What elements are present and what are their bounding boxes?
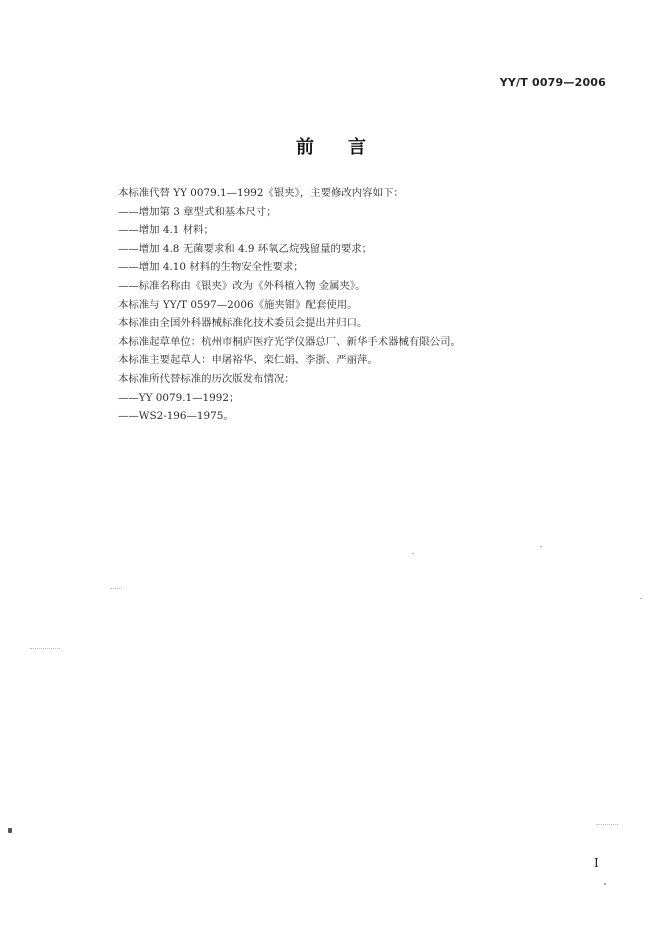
body-line: ——WS2-196—1975。: [118, 410, 234, 423]
body-line: 本标准主要起草人：申屠裕华、栾仁娟、李浙、严丽萍。: [118, 354, 378, 367]
page-title: 前言: [296, 137, 400, 158]
body-line: 本标准与 YY/T 0597—2006《施夹钳》配套使用。: [118, 298, 358, 311]
body-line: ——增加 4.8 无菌要求和 4.9 环氧乙烷残留量的要求；: [118, 242, 373, 255]
scan-speck: [412, 553, 414, 554]
standard-code: YY/T 0079—2006: [499, 76, 606, 89]
body-line: 本标准所代替标准的历次版发布情况：: [118, 372, 295, 385]
scan-dots: [110, 588, 122, 590]
scan-speck: [8, 828, 12, 833]
body-line: ——标准名称由《银夹》改为《外科植入物 金属夹》。: [118, 279, 366, 292]
scan-dots: [30, 648, 60, 650]
scan-dots: [596, 824, 618, 826]
body-line: 本标准代替 YY 0079.1—1992《银夹》，主要修改内容如下：: [118, 187, 404, 199]
scan-speck: [640, 598, 642, 599]
body-line: 本标准由全国外科器械标准化技术委员会提出并归口。: [118, 317, 368, 330]
body-line: ——增加 4.1 材料；: [118, 224, 214, 237]
body-line: ——YY 0079.1—1992；: [118, 391, 240, 404]
body-line: ——增加 4.10 材料的生物安全性要求；: [118, 261, 304, 274]
scan-speck: [540, 546, 542, 547]
foreword-body: [118, 184, 598, 426]
body-line: 本标准起草单位：杭州市桐庐医疗光学仪器总厂、新华手术器械有限公司。: [118, 335, 461, 348]
page-number: I: [594, 856, 599, 870]
body-line: ——增加第 3 章型式和基本尺寸；: [118, 205, 277, 218]
scan-speck: [604, 883, 606, 885]
